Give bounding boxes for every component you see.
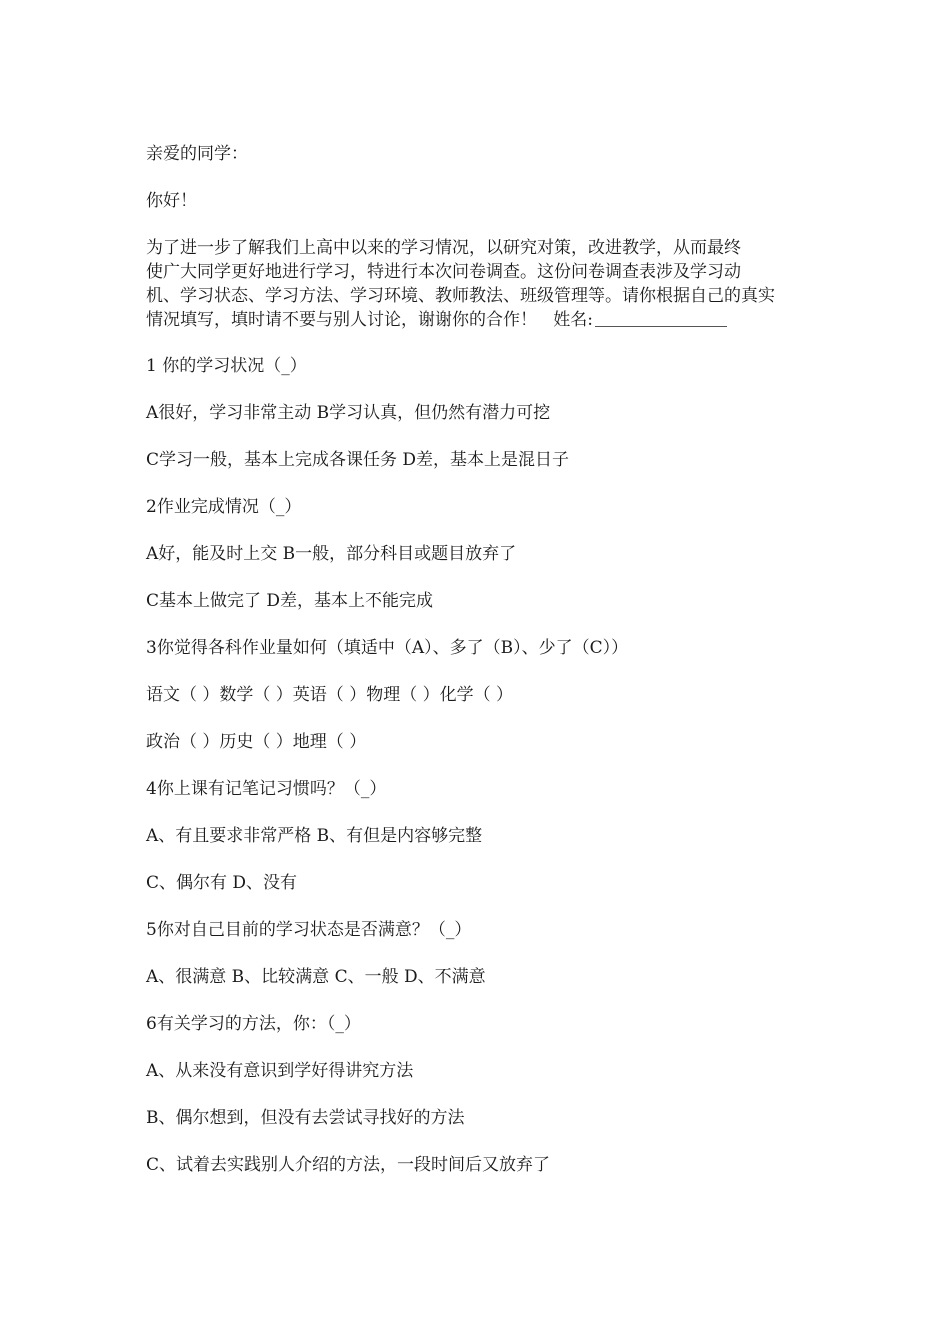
intro-line-2: 使广大同学更好地进行学习，特进行本次问卷调查。这份问卷调查表涉及学习动 [146, 262, 741, 282]
question-5-option-row: A、很满意 B、比较满意 C、一般 D、不满意 [146, 967, 486, 987]
question-2-option-row: C基本上做完了 D差，基本上不能完成 [146, 591, 434, 611]
question-1-option-row: A很好，学习非常主动 B学习认真，但仍然有潜力可挖 [146, 403, 551, 423]
question-4-option-row: A、有且要求非常严格 B、有但是内容够完整 [146, 826, 483, 846]
question-2-option-row: A好，能及时上交 B一般，部分科目或题目放弃了 [146, 544, 517, 564]
intro-line-3: 机、学习状态、学习方法、学习环境、教师教法、班级管理等。请你根据自己的真实 [146, 286, 775, 306]
question-3-option-row: 语文（ ）数学（ ）英语（ ）物理（ ）化学（ ） [146, 685, 514, 705]
intro-line-4-text: 情况填写，填时请不要与别人讨论，谢谢你的合作！ [146, 310, 537, 330]
question-3: 3你觉得各科作业量如何（填适中（A）、多了（B）、少了（C）） [146, 638, 629, 658]
question-4: 4你上课有记笔记习惯吗？（_） [146, 779, 387, 799]
hello: 你好！ [146, 191, 197, 211]
intro-line-4 [146, 308, 816, 332]
intro-paragraph [146, 236, 816, 332]
question-4-option-row: C、偶尔有 D、没有 [146, 873, 298, 893]
greeting: 亲爱的同学： [146, 144, 248, 164]
question-6-option-row: A、从来没有意识到学好得讲究方法 [146, 1061, 414, 1081]
question-6-option-row: B、偶尔想到，但没有去尝试寻找好的方法 [146, 1108, 465, 1128]
name-label: 姓名: [553, 310, 593, 330]
question-3-option-row: 政治（ ）历史（ ）地理（ ） [146, 732, 367, 752]
survey-document [146, 142, 816, 1200]
question-5: 5你对自己目前的学习状态是否满意？（_） [146, 920, 472, 940]
name-blank-field[interactable] [595, 308, 727, 327]
question-6: 6有关学习的方法，你：（_） [146, 1014, 361, 1034]
question-1: 1 你的学习状况（_） [146, 356, 307, 376]
intro-line-1: 为了进一步了解我们上高中以来的学习情况，以研究对策，改进教学，从而最终 [146, 238, 741, 258]
question-1-option-row: C学习一般，基本上完成各课任务 D差，基本上是混日子 [146, 450, 570, 470]
question-2: 2作业完成情况（_） [146, 497, 302, 517]
question-6-option-row: C、试着去实践别人介绍的方法，一段时间后又放弃了 [146, 1155, 551, 1175]
